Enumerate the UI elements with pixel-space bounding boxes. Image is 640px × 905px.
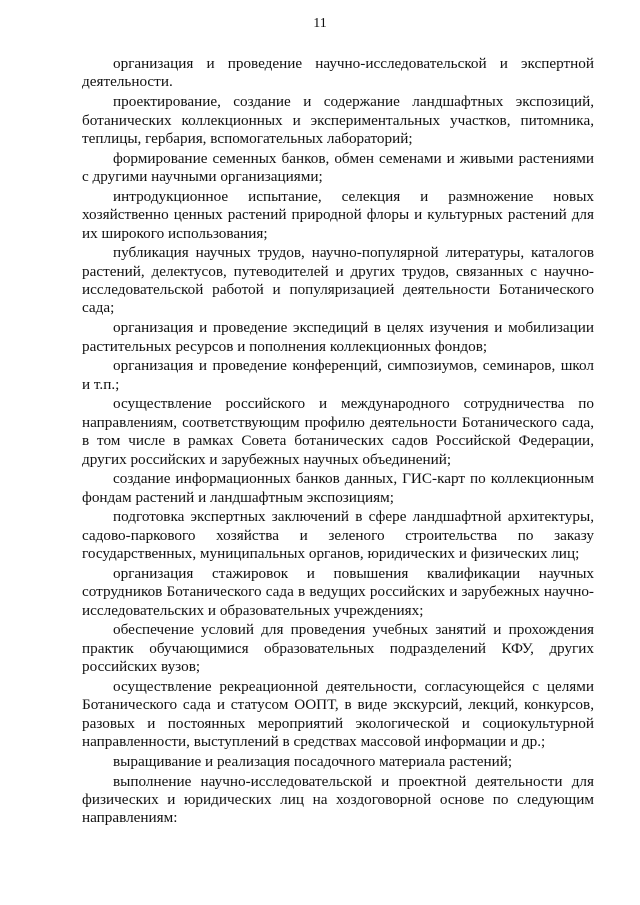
paragraph: выполнение научно-исследовательской и проектной деятельности для физических и юридических лиц на хоздоговорной основе по следующим направлениям: — [82, 772, 594, 827]
paragraph: формирование семенных банков, обмен семенами и живыми растениями с другими научными организациями; — [82, 149, 594, 186]
paragraph: интродукционное испытание, селекция и размножение новых хозяйственно ценных растений природной флоры и культурных растений для их широкого использования; — [82, 187, 594, 242]
paragraph: проектирование, создание и содержание ландшафтных экспозиций, ботанических коллекционных и экспериментальных участков, питомника, теплицы, гербария, вспомогательных лабораторий; — [82, 93, 594, 147]
paragraph: осуществление российского и международного сотрудничества по направлениям, соответствующим профилю деятельности Ботанического сада, в том числе в рамках Совета ботанических садов Российской Федерации, других российских и зарубежных научных объединений; — [82, 395, 594, 468]
paragraph: организация и проведение экспедиций в целях изучения и мобилизации растительных ресурсов и пополнения коллекционных фондов; — [82, 319, 594, 355]
paragraph: осуществление рекреационной деятельности, согласующейся с целями Ботанического сада и статусом ООПТ, в виде экскурсий, лекций, конкурсов, разовых и постоянных мероприятий экологической и социокультурной направленности, выступлений в средствах массовой информации и др.; — [82, 677, 594, 751]
paragraph: организация стажировок и повышения квалификации научных сотрудников Ботанического сада в ведущих российских и зарубежных научно-исследовательских и образовательных учреждениях; — [82, 564, 594, 619]
paragraph: создание информационных банков данных, ГИС-карт по коллекционным фондам растений и ландшафтным экспозициям; — [82, 470, 594, 506]
paragraph: организация и проведение конференций, симпозиумов, семинаров, школ и т.п.; — [82, 357, 594, 393]
paragraph: публикация научных трудов, научно-популярной литературы, каталогов растений, делектусов, путеводителей и других трудов, связанных с научно-исследовательской работой и популяризацией деятельности Ботанического сада; — [82, 244, 594, 317]
document-body — [82, 55, 594, 829]
page-number: 11 — [313, 16, 327, 31]
paragraph: подготовка экспертных заключений в сфере ландшафтной архитектуры, садово-паркового хозяйства и зеленого строительства по заказу государственных, муниципальных органов, юридических и физических лиц; — [82, 508, 594, 563]
paragraph: обеспечение условий для проведения учебных занятий и прохождения практик обучающимися образовательных подразделений КФУ, других российских вузов; — [82, 621, 594, 676]
paragraph: выращивание и реализация посадочного материала растений; — [113, 752, 513, 770]
paragraph: организация и проведение научно-исследовательской и экспертной деятельности. — [82, 55, 594, 91]
